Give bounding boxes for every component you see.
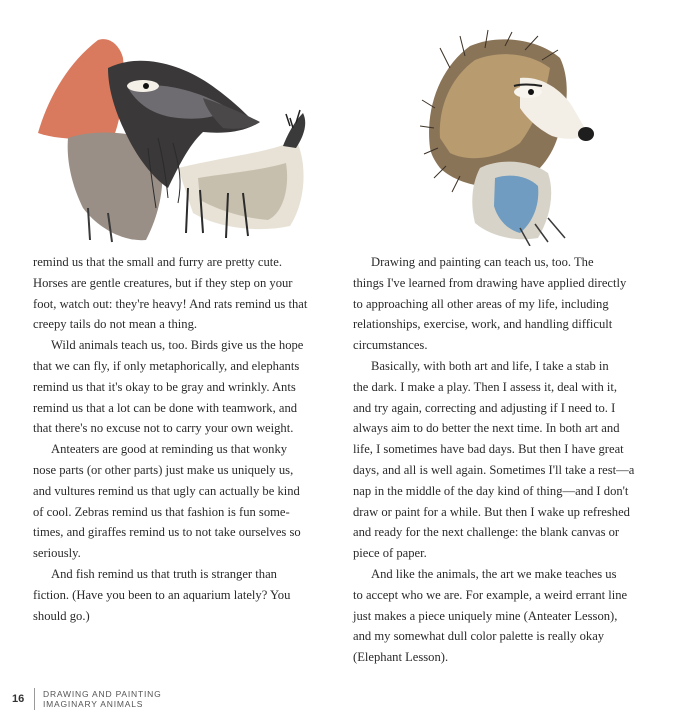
text-line: and ready for the next challenge: the blank canvas or: [353, 525, 620, 540]
text-line: of cool. Zebras remind us that fashion is fun some-: [33, 504, 290, 519]
text-line: and vultures remind us that ugly can actually be kind: [33, 483, 300, 498]
text-line: days, and all is well again. Sometimes I'll take a rest—a: [353, 462, 635, 477]
text-line: that we can fly, if only metaphorically, and elephants: [33, 358, 300, 373]
paragraph: [33, 335, 335, 439]
running-title: [43, 689, 161, 709]
text-line: just makes a piece uniquely mine (Anteater Lesson),: [353, 608, 618, 623]
running-title-line-1: DRAWING AND PAINTING: [43, 689, 162, 699]
paragraph: [33, 439, 335, 564]
text-line: nap in the middle of the day kind of thing—and I don't: [353, 483, 629, 498]
footer-divider: [34, 688, 35, 710]
anteater-creature-illustration: [28, 28, 318, 246]
text-line: the dark. I make a play. Then I assess it, deal with it,: [353, 379, 618, 394]
text-line: (Elephant Lesson).: [353, 650, 449, 665]
text-line: that there's no excuse not to carry your own weight.: [33, 421, 294, 436]
shaggy-lion-bird-creature-illustration: [420, 28, 600, 246]
right-text-column: [353, 252, 653, 668]
text-line: Horses are gentle creatures, but if they step on your: [33, 275, 293, 290]
text-line: Anteaters are good at reminding us that wonky: [51, 442, 288, 457]
text-line: remind us that the small and furry are pretty cute.: [33, 255, 282, 269]
text-line: draw or paint for a while. But then I wake up refreshed: [353, 504, 630, 519]
paragraph: [353, 564, 653, 668]
text-line: to accept who we are. For example, a weird errant line: [353, 587, 628, 602]
text-line: life, I sometimes have bad days. But then I have great: [353, 442, 624, 457]
text-line: Wild animals teach us, too. Birds give us the hope: [51, 338, 304, 353]
left-text-column: [33, 252, 335, 626]
text-line: remind us that it's okay to be gray and wrinkly. Ants: [33, 379, 296, 394]
paragraph: [33, 252, 335, 335]
text-line: and my somewhat dull color palette is really okay: [353, 629, 605, 644]
text-line: circumstances.: [353, 338, 428, 353]
text-line: nose parts (or other parts) just make us uniquely us,: [33, 462, 294, 477]
text-line: Basically, with both art and life, I take a stab in: [371, 358, 609, 373]
text-line: foot, watch out: they're heavy! And rats remind us that: [33, 296, 308, 311]
text-line: And like the animals, the art we make teaches us: [371, 566, 617, 581]
page-footer: [12, 688, 161, 710]
text-line: creepy tails do not mean a thing.: [33, 317, 198, 332]
text-line: piece of paper.: [353, 546, 427, 561]
text-line: always aim to do better the next time. In both art and: [353, 421, 620, 436]
paragraph: [353, 356, 653, 564]
text-line: And fish remind us that truth is stranger than: [51, 566, 277, 581]
page-number: 16: [12, 693, 25, 705]
text-line: to approaching all other areas of my life, including: [353, 296, 609, 311]
running-title-line-2: IMAGINARY ANIMALS: [43, 699, 144, 709]
text-line: Drawing and painting can teach us, too. The: [371, 255, 594, 269]
text-line: should go.): [33, 608, 90, 623]
text-line: times, and giraffes remind us to not take ourselves so: [33, 525, 301, 540]
text-line: seriously.: [33, 546, 81, 561]
text-line: fiction. (Have you been to an aquarium lately? You: [33, 587, 291, 602]
paragraph: [353, 252, 653, 356]
text-line: relationships, exercise, work, and handling difficult: [353, 317, 613, 332]
paragraph: [33, 564, 335, 626]
text-line: remind us that a lot can be done with teamwork, and: [33, 400, 298, 415]
text-line: and try again, correcting and adjusting if I need to. I: [353, 400, 616, 415]
text-line: things I've learned from drawing have applied directly: [353, 275, 627, 290]
